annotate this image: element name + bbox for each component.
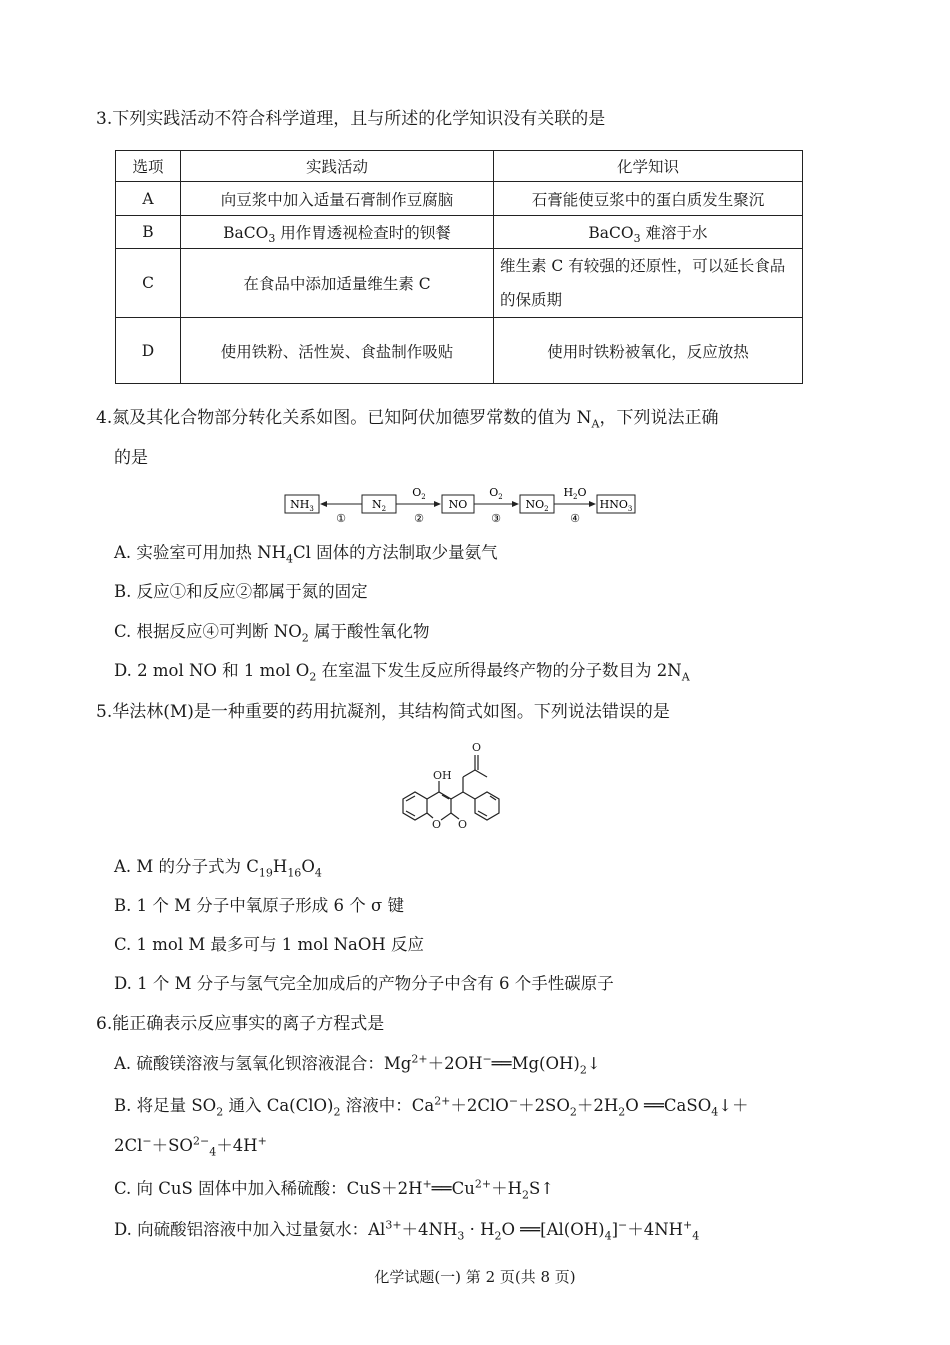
q6-option-a: A. 硫酸镁溶液与氢氧化钡溶液混合：$Mg^{2+}+2OH^-══Mg(OH)_2↓$ bbox=[114, 1052, 601, 1077]
q5-stem: 5.华法林(M)是一种重要的药用抗凝剂，其结构简式如图。下列说法错误的是 bbox=[96, 702, 670, 722]
header-activity: 实践活动 bbox=[181, 151, 494, 182]
box-no2-label: $NO_2$ bbox=[525, 498, 549, 513]
row-activity: 在食品中添加适量维生素 C bbox=[181, 249, 494, 318]
q5-option-a: A. M 的分子式为 $C_{19}H_{16}O_4$ bbox=[114, 857, 322, 880]
arrow-1-head bbox=[320, 501, 327, 507]
row-option: C bbox=[116, 249, 181, 318]
q4-option-c: C. 根据反应④可判断 $NO_2$ 属于酸性氧化物 bbox=[114, 622, 430, 645]
table-row bbox=[116, 249, 803, 318]
q5-option-b: B. 1 个 M 分子中氧原子形成 6 个 σ 键 bbox=[114, 896, 404, 915]
warfarin-structure bbox=[395, 737, 535, 837]
arrow-4-reagent: $H_2O$ bbox=[563, 486, 587, 501]
box-nh3-label: $NH_3$ bbox=[290, 498, 314, 513]
q4-stem-line2: 的是 bbox=[114, 448, 148, 468]
arrow-3-reagent: $O_2$ bbox=[489, 486, 503, 501]
arrow-2-head bbox=[434, 501, 441, 507]
q4-option-b: B. 反应①和反应②都属于氮的固定 bbox=[114, 582, 368, 601]
q6-option-c: C. 向 CuS 固体中加入稀硫酸：$CuS+2H^+══Cu^{2+}+H_2S↑$ bbox=[114, 1177, 555, 1202]
q3-stem: 3.下列实践活动不符合科学道理，且与所述的化学知识没有关联的是 bbox=[96, 109, 606, 129]
header-knowledge: 化学知识 bbox=[494, 151, 803, 182]
table-row bbox=[116, 318, 803, 384]
arrow-2-reagent: $O_2$ bbox=[412, 486, 426, 501]
arrow-3-number: ③ bbox=[491, 512, 501, 524]
table-row bbox=[116, 182, 803, 216]
label-lactone-o: O bbox=[458, 818, 468, 831]
label-ring-o: O bbox=[432, 818, 442, 831]
box-no-label: NO bbox=[448, 498, 468, 511]
q4-option-a: A. 实验室可用加热 $NH_4Cl$ 固体的方法制取少量氨气 bbox=[114, 543, 498, 566]
box-n2-label: $N_2$ bbox=[371, 498, 387, 513]
table-row bbox=[116, 216, 803, 249]
q6-stem: 6.能正确表示反应事实的离子方程式是 bbox=[96, 1014, 385, 1034]
arrow-4-number: ④ bbox=[570, 512, 580, 524]
row-knowledge: BaCO$_3$ 难溶于水 bbox=[494, 216, 803, 249]
row-activity: 向豆浆中加入适量石膏制作豆腐脑 bbox=[181, 182, 494, 216]
row-knowledge: 维生素 C 有较强的还原性，可以延长食品 的保质期 bbox=[494, 249, 803, 318]
table-header-row bbox=[116, 151, 803, 182]
q6-option-b: B. 将足量 $SO_2$ 通入 $Ca(ClO)_2$ 溶液中：$Ca^{2+}+2ClO^-+2SO_2+2H_2O$ ══CaSO$_4$↓＋ bbox=[114, 1094, 749, 1119]
row-option: D bbox=[116, 318, 181, 384]
header-option: 选项 bbox=[116, 151, 181, 182]
q5-option-c: C. 1 mol M 最多可与 1 mol NaOH 反应 bbox=[114, 935, 425, 954]
q3-table bbox=[115, 150, 803, 384]
label-oh: OH bbox=[433, 769, 452, 782]
q4-option-d: D. 2 mol NO 和 1 mol $O_2$ 在室温下发生反应所得最终产物的分子数目为 $2N_A$ bbox=[114, 661, 690, 684]
box-hno3-label: $HNO_3$ bbox=[599, 498, 633, 513]
row-option: B bbox=[116, 216, 181, 249]
q6-option-d: D. 向硫酸铝溶液中加入过量氨水：$Al^{3+}+4NH_3 \cdot H_2O$ $══[Al(OH)_4]^-+4NH^+_4$ bbox=[114, 1218, 700, 1243]
row-knowledge: 使用时铁粉被氧化，反应放热 bbox=[494, 318, 803, 384]
row-option: A bbox=[116, 182, 181, 216]
q6-option-b-line2: $2Cl^-+SO^{2-}_4+4H^+$ bbox=[114, 1134, 267, 1159]
row-activity: 使用铁粉、活性炭、食盐制作吸贴 bbox=[181, 318, 494, 384]
q4-stem-line1: 4.氮及其化合物部分转化关系如图。已知阿伏加德罗常数的值为 $N_A$，下列说法正确 bbox=[96, 408, 719, 431]
arrow-1-number: ① bbox=[336, 512, 346, 524]
page-footer: 化学试题(一) 第 2 页(共 8 页) bbox=[374, 1268, 576, 1286]
nitrogen-conversion-diagram bbox=[280, 484, 640, 524]
row-activity: BaCO$_3$ 用作胃透视检查时的钡餐 bbox=[181, 216, 494, 249]
arrow-3-head bbox=[512, 501, 519, 507]
arrow-2-number: ② bbox=[414, 512, 424, 524]
q5-option-d: D. 1 个 M 分子与氢气完全加成后的产物分子中含有 6 个手性碳原子 bbox=[114, 974, 614, 993]
arrow-4-head bbox=[589, 501, 596, 507]
label-ketone-o: O bbox=[472, 741, 482, 754]
row-knowledge: 石膏能使豆浆中的蛋白质发生聚沉 bbox=[494, 182, 803, 216]
